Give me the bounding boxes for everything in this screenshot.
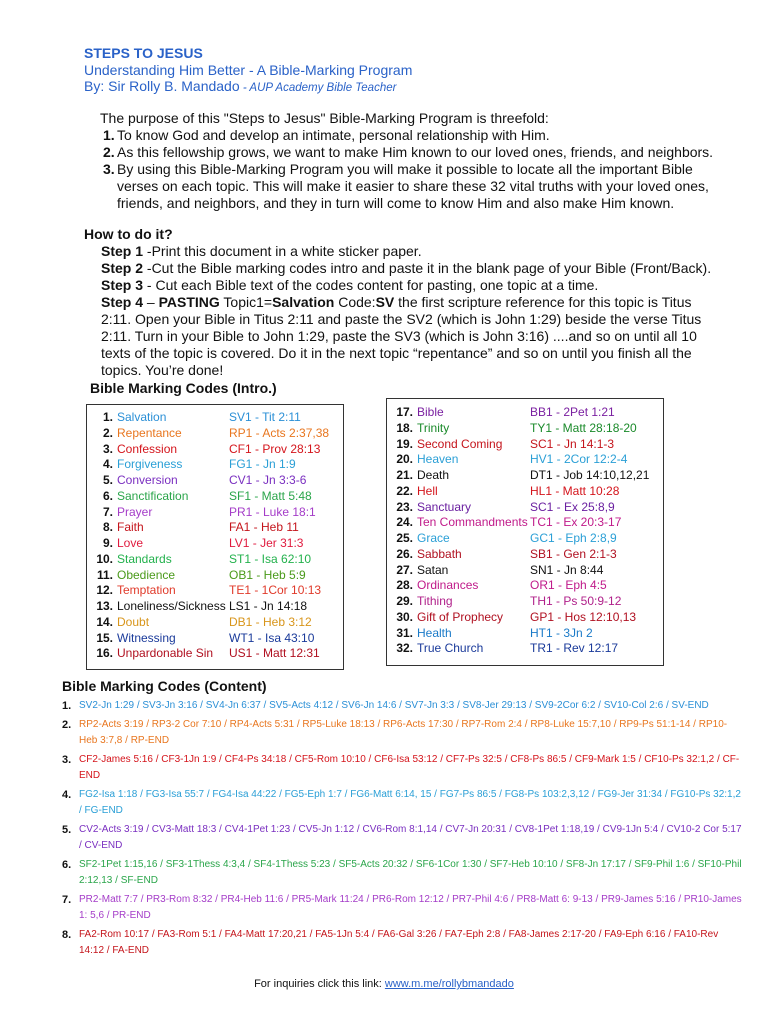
code-row-topic: Repentance [117,425,182,440]
step-2 [101,260,724,277]
code-row-reference: CF1 - Prov 28:13 [229,441,321,456]
code-row [387,468,663,484]
contact-link[interactable]: www.m.me/rollybmandado [384,978,514,990]
code-row-number: 14. [96,614,113,629]
code-row-number: 5. [102,473,113,487]
code-row-topic: Love [117,536,144,550]
code-row [87,457,343,473]
code-row-number: 20. [396,452,413,467]
code-row-topic: Prayer [117,504,153,519]
content-item-text: FA2-Rom 10:17 / FA3-Rom 5:1 / FA4-Matt 17:20,21 / FA5-1Jn 5:4 / FA6-Gal 3:26 / FA7-Eph 2:8 / FA8-James 2:17-20 / FA9-Eph 6:16 / FA10-Rev 14:12 / FA-END [79,929,719,956]
step-1 [101,243,724,260]
code-row [387,626,663,642]
howto-heading: How to do it? [84,226,173,242]
code-row-topic: Conversion [117,473,178,487]
purpose-item-number: 3. [103,161,115,177]
code-row-number: 11. [96,567,113,582]
code-row-number: 22. [396,483,413,498]
code-row-topic: Gift of Prophecy [417,609,504,624]
code-row-number: 32. [396,641,413,656]
step-3 [101,277,724,294]
purpose-item-number: 1. [103,127,115,143]
author-line [84,78,412,96]
code-row-topic: Forgiveness [117,457,183,472]
code-row-topic: Standards [117,551,172,566]
code-row [387,531,663,547]
content-item-number: 5. [62,824,72,836]
code-row [87,520,343,536]
code-row-topic: Sabbath [417,546,462,561]
code-row-reference: TC1 - Ex 20:3-17 [530,515,622,530]
code-row-number: 4. [102,457,113,472]
code-row [387,405,663,421]
code-row-number: 21. [396,468,413,482]
code-row [87,442,343,458]
purpose-item [86,161,726,212]
code-row [387,484,663,500]
code-row [87,646,343,662]
code-row [387,547,663,563]
purpose-item-text: As this fellowship grows, we want to make Him known to our loved ones, friends, and neighbors. [117,144,714,160]
purpose-list [86,127,726,212]
content-item-text: SV2-Jn 1:29 / SV3-Jn 3:16 / SV4-Jn 6:37 / SV5-Acts 4:12 / SV6-Jn 14:6 / SV7-Jn 3:3 / SV8-Jer 29:13 / SV9-2Cor 6:2 / SV10-Col 2:6 / SV-END [79,700,709,711]
code-row [87,599,343,615]
code-row [387,515,663,531]
content-item-text: RP2-Acts 3:19 / RP3-2 Cor 7:10 / RP4-Acts 5:31 / RP5-Luke 18:13 / RP6-Acts 17:30 / RP7-Rom 2:4 / RP8-Luke 15:7,10 / RP9-Ps 51:1-14 / RP10-Heb 3:7,8 / RP-END [79,719,728,746]
code-row-number: 1. [102,410,113,424]
code-row [87,615,343,631]
code-row-topic: Loneliness/Sickness [117,599,226,613]
code-row-topic: Ordinances [417,578,479,593]
code-row [87,568,343,584]
code-row-topic: Confession [117,441,178,456]
code-row-number: 27. [396,562,413,577]
code-row-number: 29. [396,594,413,608]
footer [0,978,768,990]
code-row-number: 2. [102,425,113,440]
howto-steps [84,243,724,379]
code-row-reference: SB1 - Gen 2:1-3 [530,546,617,561]
code-row-number: 23. [396,499,413,514]
code-row [387,641,663,657]
step-4-salvation: Salvation [272,294,335,310]
content-item-number: 6. [62,859,72,871]
code-row-topic: Doubt [117,614,150,629]
content-item-number: 7. [62,894,72,906]
code-row-reference: SN1 - Jn 8:44 [530,562,604,577]
code-row-topic: Satan [417,562,449,577]
code-row [387,500,663,516]
step-4-text: the first scripture reference for this topic is Titus 2:11. Open your Bible in Titus 2:11 and paste the SV2 (which is John 1:29) beside the verse Titus 2:11. Turn in your Bible to John 1:29, paste the SV3 (which is John 3:16) ....and so on until all 10 texts of the topic is covered. Do it in the next topic “repentance” and so on until you finish all the topics. You’re done! [101,294,702,378]
code-row-number: 30. [396,609,413,624]
code-row-number: 7. [102,504,113,519]
step-2-label: Step 2 [101,260,144,276]
code-row-number: 10. [96,551,113,566]
content-item-text: CF2-James 5:16 / CF3-1Jn 1:9 / CF4-Ps 34:18 / CF5-Rom 10:10 / CF6-Isa 53:12 / CF7-Ps 32:5 / CF8-Ps 86:5 / CF9-Mark 1:5 / CF10-Ps 32:1,2 / CF-END [79,754,740,781]
content-item-text: PR2-Matt 7:7 / PR3-Rom 8:32 / PR4-Heb 11:6 / PR5-Mark 11:24 / PR6-Rom 12:12 / PR7-Phil 4:6 / PR8-Matt 6: 9-13 / PR9-James 5:16 / PR10-James 1: 5,6 / PR-END [79,894,742,921]
code-row [387,452,663,468]
code-row-reference: BB1 - 2Pet 1:21 [530,405,615,419]
code-row [87,426,343,442]
code-row-topic: True Church [417,641,484,656]
document-title: STEPS TO JESUS [84,45,203,61]
purpose-item-text: By using this Bible-Marking Program you will make it possible to locate all the important Bible verses on each topic. This will make it easier to share these 32 vital truths with your loved ones, friends, and neighbors, and they in turn will come to know Him and also make Him known. [117,161,709,211]
purpose-item [86,127,726,144]
author-name: By: Sir Rolly B. Mandado [84,78,240,94]
content-item [62,857,742,889]
content-item [62,822,742,854]
code-row [387,421,663,437]
code-row [387,594,663,610]
howto-section [84,226,724,379]
code-row-number: 9. [102,536,113,550]
code-row-reference: GC1 - Eph 2:8,9 [530,531,617,545]
step-4 [101,294,724,379]
codes-content-heading: Bible Marking Codes (Content) [62,678,267,694]
code-row-number: 19. [396,436,413,451]
code-row-topic: Temptation [117,583,176,598]
code-row [87,505,343,521]
content-item-number: 1. [62,700,72,712]
code-row-topic: Unpardonable Sin [117,646,214,661]
step-4-code: Code: [334,294,376,310]
code-row-reference: LV1 - Jer 31:3 [229,536,304,550]
step-3-text: - Cut each Bible text of the codes content for pasting, one topic at a time. [143,277,599,293]
code-row [87,489,343,505]
code-row-topic: Grace [417,531,450,545]
code-row-number: 26. [396,546,413,561]
code-row-number: 28. [396,578,413,593]
code-row [87,583,343,599]
code-row-reference: GP1 - Hos 12:10,13 [530,609,637,624]
step-4-label: Step 4 [101,294,144,310]
code-row-reference: SF1 - Matt 5:48 [229,488,312,503]
code-row-reference: TR1 - Rev 12:17 [530,641,619,656]
code-row [387,578,663,594]
code-row-topic: Sanctification [117,488,189,503]
purpose-item [86,144,726,161]
code-row [87,536,343,552]
code-row-number: 24. [396,515,413,530]
step-3-label: Step 3 [101,277,144,293]
code-row-reference: LS1 - Jn 14:18 [229,599,308,613]
code-row [87,552,343,568]
content-item [62,717,742,749]
purpose-item-number: 2. [103,144,115,160]
content-item-number: 3. [62,754,72,766]
code-row-topic: Second Coming [417,436,503,451]
code-row-topic: Trinity [417,420,450,435]
code-row [387,437,663,453]
code-row-number: 17. [396,405,413,419]
purpose-lead: The purpose of this "Steps to Jesus" Bible-Marking Program is threefold: [100,110,549,126]
code-row-topic: Heaven [417,452,459,467]
code-row-topic: Faith [117,520,144,535]
content-item-text: CV2-Acts 3:19 / CV3-Matt 18:3 / CV4-1Pet 1:23 / CV5-Jn 1:12 / CV6-Rom 8:1,14 / CV7-Jn 20:31 / CV8-1Pet 1:18,19 / CV9-1Jn 5:4 / CV10-2 Cor 5:17 / CV-END [79,824,742,851]
content-item [62,752,742,784]
code-row-number: 13. [96,599,113,613]
content-item-text: FG2-Isa 1:18 / FG3-Isa 55:7 / FG4-Isa 44:22 / FG5-Eph 1:7 / FG6-Matt 6:14, 15 / FG7-Ps 86:5 / FG8-Ps 103:2,3,12 / FG9-Jer 31:34 / FG10-Ps 32:1,2 / FG-END [79,789,741,816]
step-4-dash: – [143,294,159,310]
content-item [62,787,742,819]
codes-intro-heading: Bible Marking Codes (Intro.) [90,380,277,396]
code-row [387,563,663,579]
step-4-topic: Topic1= [219,294,273,310]
code-row-reference: OR1 - Eph 4:5 [530,578,607,593]
code-row-number: 25. [396,531,413,545]
code-row-number: 31. [396,625,413,640]
code-row-reference: WT1 - Isa 43:10 [229,630,315,645]
code-row-topic: Witnessing [117,630,176,645]
codes-content-list [62,698,742,962]
code-row-reference: FG1 - Jn 1:9 [229,457,296,472]
code-row-reference: HL1 - Matt 10:28 [530,483,620,498]
content-item-number: 2. [62,719,72,731]
code-row-topic: Tithing [417,594,453,608]
content-item-number: 8. [62,929,72,941]
content-item-text: SF2-1Pet 1:15,16 / SF3-1Thess 4:3,4 / SF4-1Thess 5:23 / SF5-Acts 20:32 / SF6-1Cor 1:30 / SF7-Heb 10:10 / SF8-Jn 17:17 / SF9-Phil 1:6 / SF10-Phil 2:12,13 / SF-END [79,859,742,886]
content-item [62,698,742,714]
author-role: - AUP Academy Bible Teacher [239,82,397,94]
step-2-text: -Cut the Bible marking codes intro and paste it in the blank page of your Bible (Front/Back). [143,260,712,276]
code-row-reference: RP1 - Acts 2:37,38 [229,425,330,440]
code-row [87,631,343,647]
code-row-reference: HV1 - 2Cor 12:2-4 [530,452,628,467]
purpose-item-text: To know God and develop an intimate, personal relationship with Him. [117,127,550,143]
code-row-number: 6. [102,488,113,503]
document-subtitle: Understanding Him Better - A Bible-Marking Program [84,62,413,78]
code-row-reference: SC1 - Ex 25:8,9 [530,499,615,514]
code-row-topic: Obedience [117,567,176,582]
code-row-number: 3. [102,441,113,456]
purpose-section [86,110,726,212]
code-row-topic: Death [417,468,450,482]
code-row-topic: Ten Commandments [417,515,528,530]
code-row-number: 8. [102,520,113,535]
codes-intro-right-box [386,398,664,666]
code-row-reference: TE1 - 1Cor 10:13 [229,583,322,598]
code-row-reference: SV1 - Tit 2:11 [229,410,301,424]
code-row [87,410,343,426]
content-item-number: 4. [62,789,72,801]
codes-intro-left-box [86,404,344,670]
code-row [387,610,663,626]
code-row-reference: US1 - Matt 12:31 [229,646,320,661]
code-row-reference: TH1 - Ps 50:9-12 [530,594,622,608]
code-row-reference: DB1 - Heb 3:12 [229,614,312,629]
code-row-reference: CV1 - Jn 3:3-6 [229,473,307,487]
code-row-number: 12. [96,583,113,598]
code-row-number: 15. [96,630,113,645]
code-row-reference: DT1 - Job 14:10,12,21 [530,468,650,482]
content-item [62,927,742,959]
code-row-topic: Health [417,625,452,640]
code-row-reference: ST1 - Isa 62:10 [229,551,312,566]
code-row-reference: SC1 - Jn 14:1-3 [530,436,615,451]
code-row-topic: Bible [417,405,444,419]
code-row-number: 16. [96,646,113,661]
code-row-reference: PR1 - Luke 18:1 [229,504,316,519]
content-item [62,892,742,924]
footer-text: For inquiries click this link: [254,978,385,990]
document-header [84,44,412,96]
step-1-label: Step 1 [101,243,144,259]
step-4-pasting: PASTING [158,294,220,310]
code-row-reference: FA1 - Heb 11 [229,520,299,535]
code-row-topic: Salvation [117,410,167,424]
step-1-text: -Print this document in a white sticker paper. [143,243,422,259]
code-row-topic: Hell [417,483,438,498]
code-row-topic: Sanctuary [417,499,472,514]
step-4-sv: SV [375,294,395,310]
code-row-reference: OB1 - Heb 5:9 [229,567,306,582]
code-row-number: 18. [396,420,413,435]
code-row-reference: TY1 - Matt 28:18-20 [530,420,637,435]
code-row [87,473,343,489]
code-row-reference: HT1 - 3Jn 2 [530,625,593,640]
